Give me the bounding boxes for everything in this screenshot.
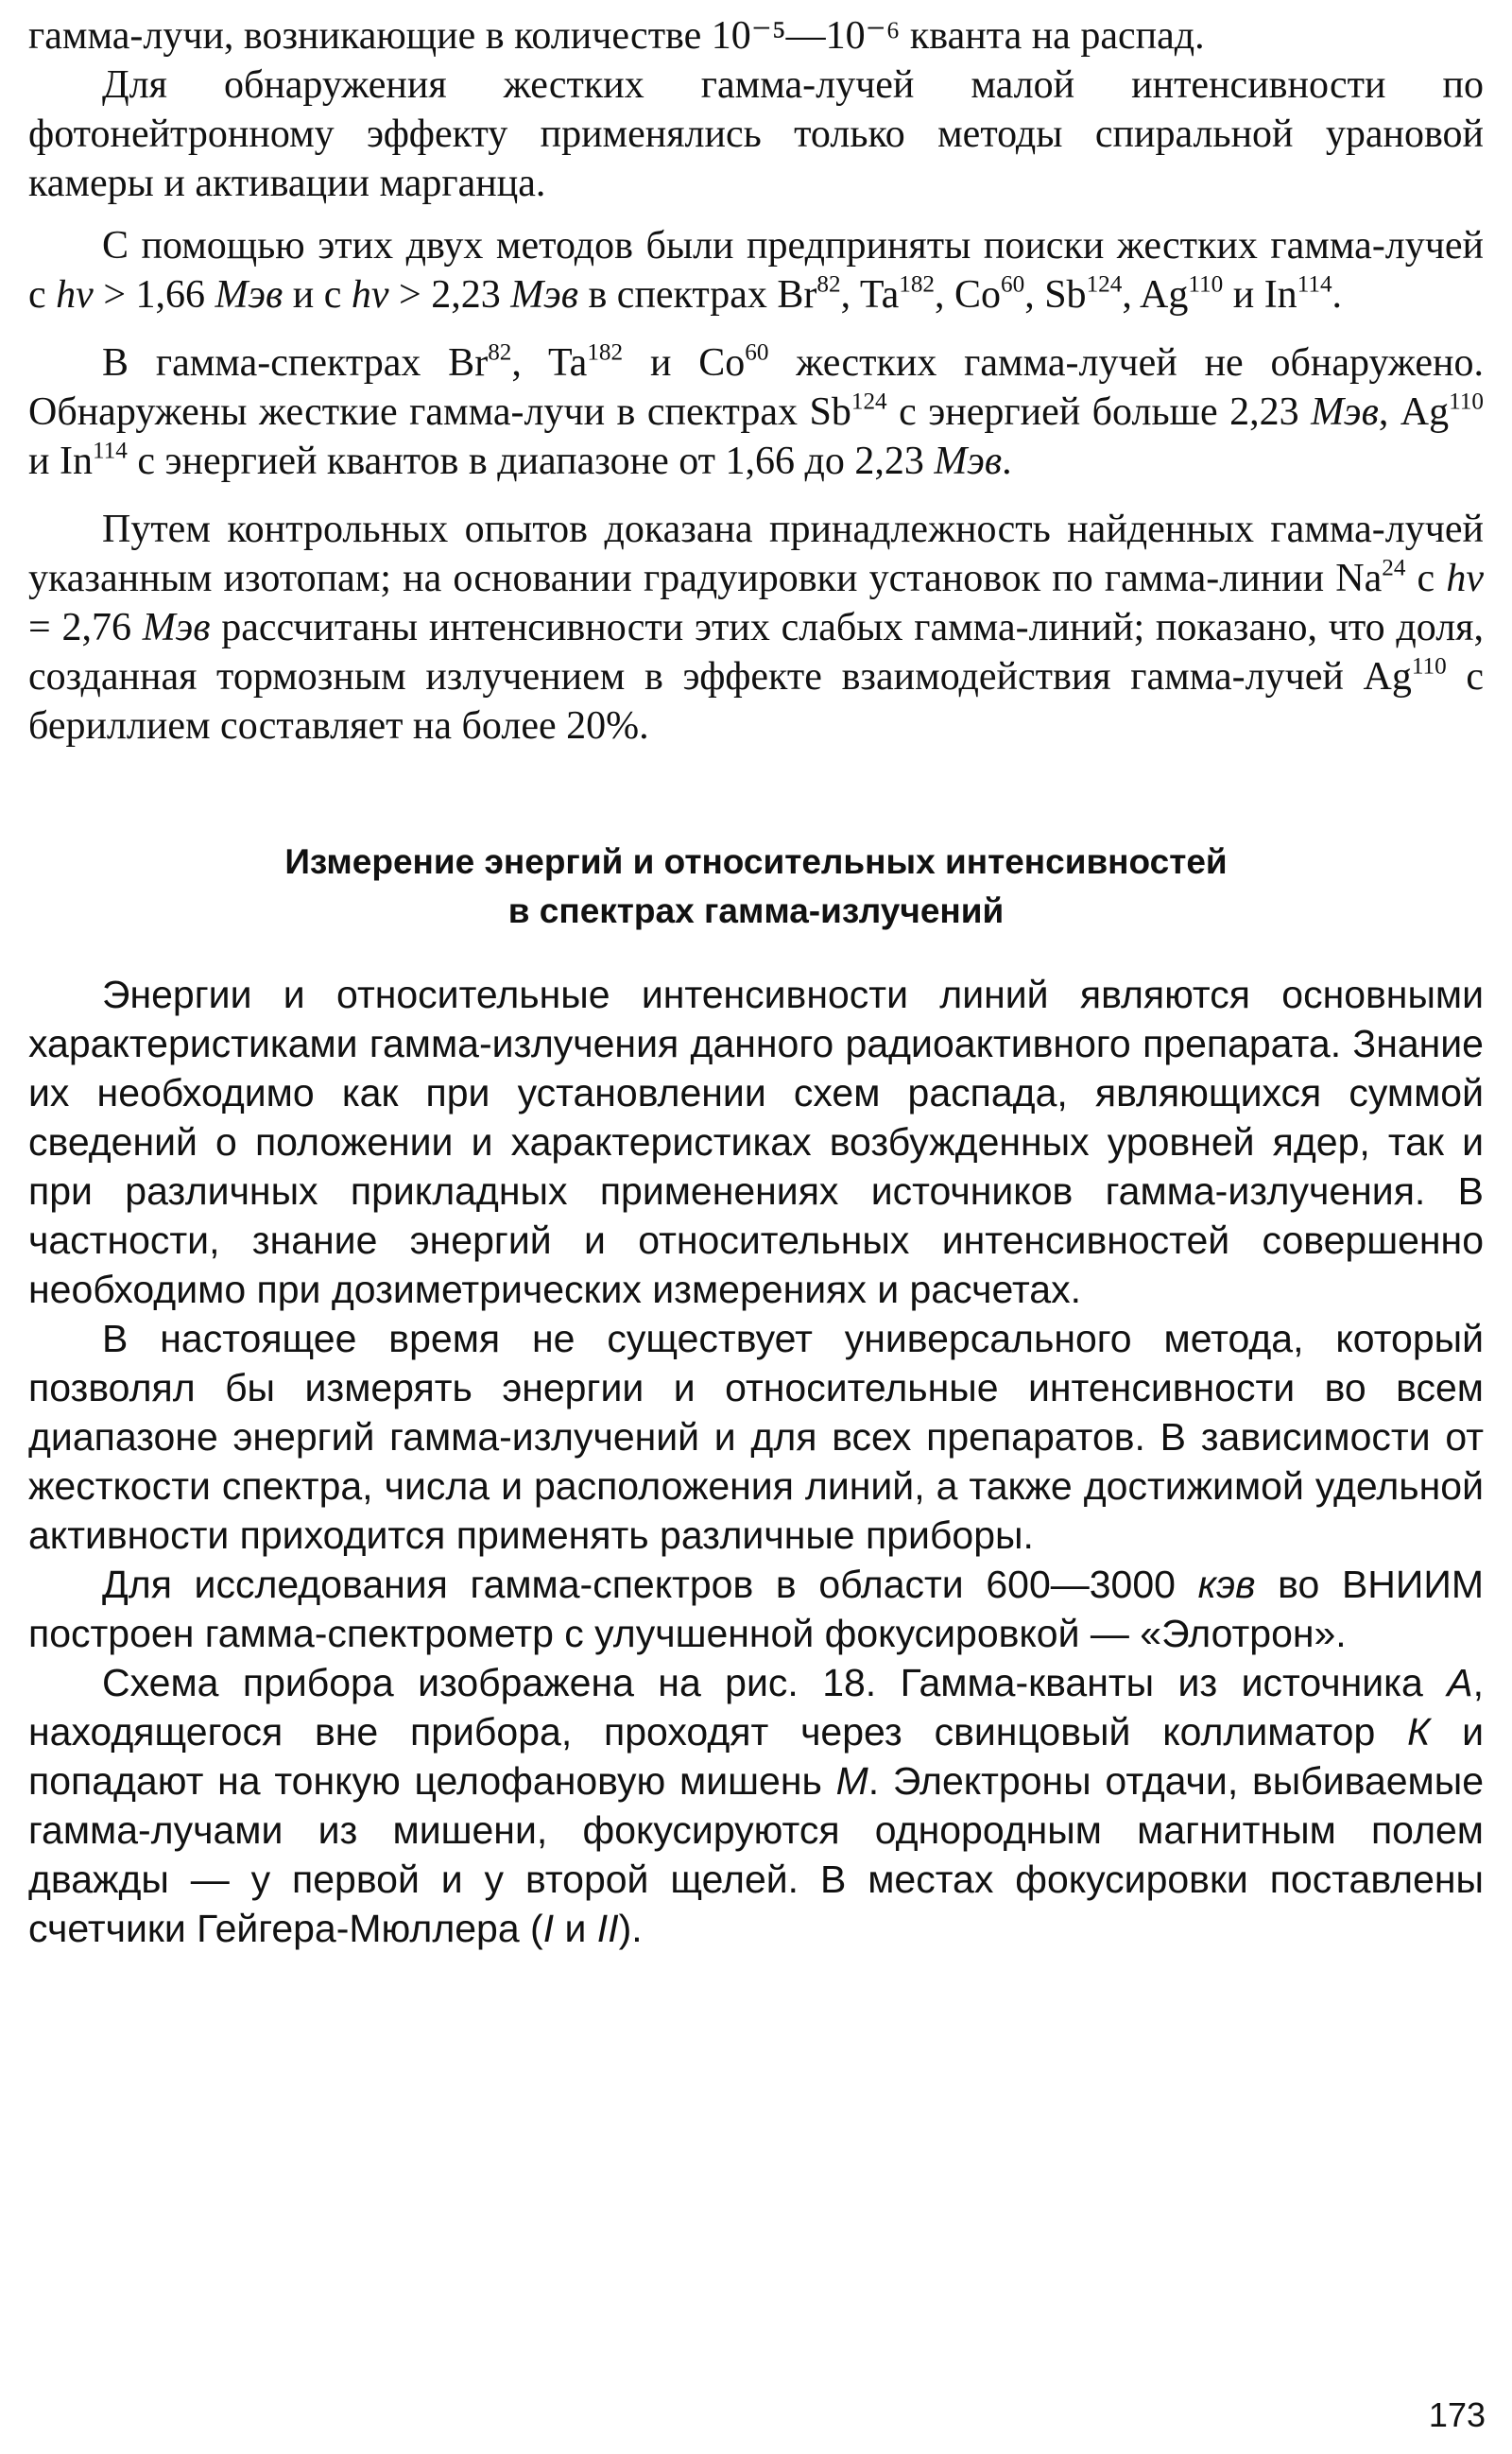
- paragraph-6: Энергии и относительные интенсивности линий являются основными характеристиками гамма-излучения данного радиоактивного препарата. Знание их необходимо как при установлении схем распада, являющихся суммой сведений о положении и характеристиках возбужденных уровней ядер, так и при различных прикладных применениях источников гамма-излучения. В частности, знание энергий и относительных интенсивностей совершенно необходимо при дозиметрических измерениях и расчетах.: [28, 973, 1484, 1311]
- paragraph-7: В настоящее время не существует универсального метода, который позволял бы измерять энергии и относительные интенсивности во всем диапазоне энергий гамма-излучений и для всех препаратов. В зависимости от жесткости спектра, числа и расположения линий, а также достижимой удельной активности приходится применять различные приборы.: [28, 1317, 1484, 1557]
- section-heading-line-2: в спектрах гамма-излучений: [507, 891, 1005, 930]
- paragraph-8: Для исследования гамма-спектров в области 600—3000 кэв во ВНИИМ построен гамма-спектрометр с улучшенной фокусировкой — «Элотрон».: [28, 1563, 1484, 1655]
- paragraph-2: Для обнаружения жестких гамма-лучей малой интенсивности по фотонейтронному эффекту применялись только методы спиральной урановой камеры и активации марганца.: [28, 63, 1484, 205]
- paragraph-9: Схема прибора изображена на рис. 18. Гамма-кванты из источника А, находящегося вне прибора, проходят через свинцовый коллиматор К и попадают на тонкую целофановую мишень М. Электроны отдачи, выбиваемые гамма-лучами из мишени, фокусируются однородным магнитным полем дважды — у первой и у второй щелей. В местах фокусировки поставлены счетчики Гейгера-Мюллера (I и II).: [28, 1661, 1485, 1950]
- paragraph-3: С помощью этих двух методов были предприняты поиски жестких гамма-лучей с hν > 1,66 Мэв и с hν > 2,23 Мэв в спектрах Br$^{82}$, Ta$^{182}$, Co$^{60}$, Sb$^{124}$, Ag$^{110}$ и In$^{114}$.: [28, 224, 1484, 317]
- paragraph-4: В гамма-спектрах Br$^{82}$, Ta$^{182}$ и Co$^{60}$ жестких гамма-лучей не обнаружено. Обнаружены жесткие гамма-лучи в спектрах Sb$^{124}$ с энергией больше 2,23 Мэв, Ag$^{110}$ и In$^{114}$ с энергией квантов в диапазоне от 1,66 до 2,23 Мэв.: [28, 339, 1484, 483]
- section-heading-line-1: Измерение энергий и относительных интенсивностей: [284, 842, 1228, 881]
- paragraph-5: Путем контрольных опытов доказана принадлежность найденных гамма-лучей указанным изотопам; на основании градуировки установок по гамма-линии Na$^{24}$ с hν = 2,76 Мэв рассчитаны интенсивности этих слабых гамма-линий; показано, что доля, созданная тормозным излучением в эффекте взаимодействия гамма-лучей Ag$^{110}$ с бериллием составляет на более 20%.: [28, 508, 1485, 748]
- page-number: 173: [1428, 2395, 1486, 2434]
- section-heading: [28, 838, 1484, 936]
- paragraph-1: гамма-лучи, возникающие в количестве 10⁻⁵—10⁻⁶ кванта на распад.: [28, 14, 1205, 58]
- book-page: [28, 11, 1484, 2441]
